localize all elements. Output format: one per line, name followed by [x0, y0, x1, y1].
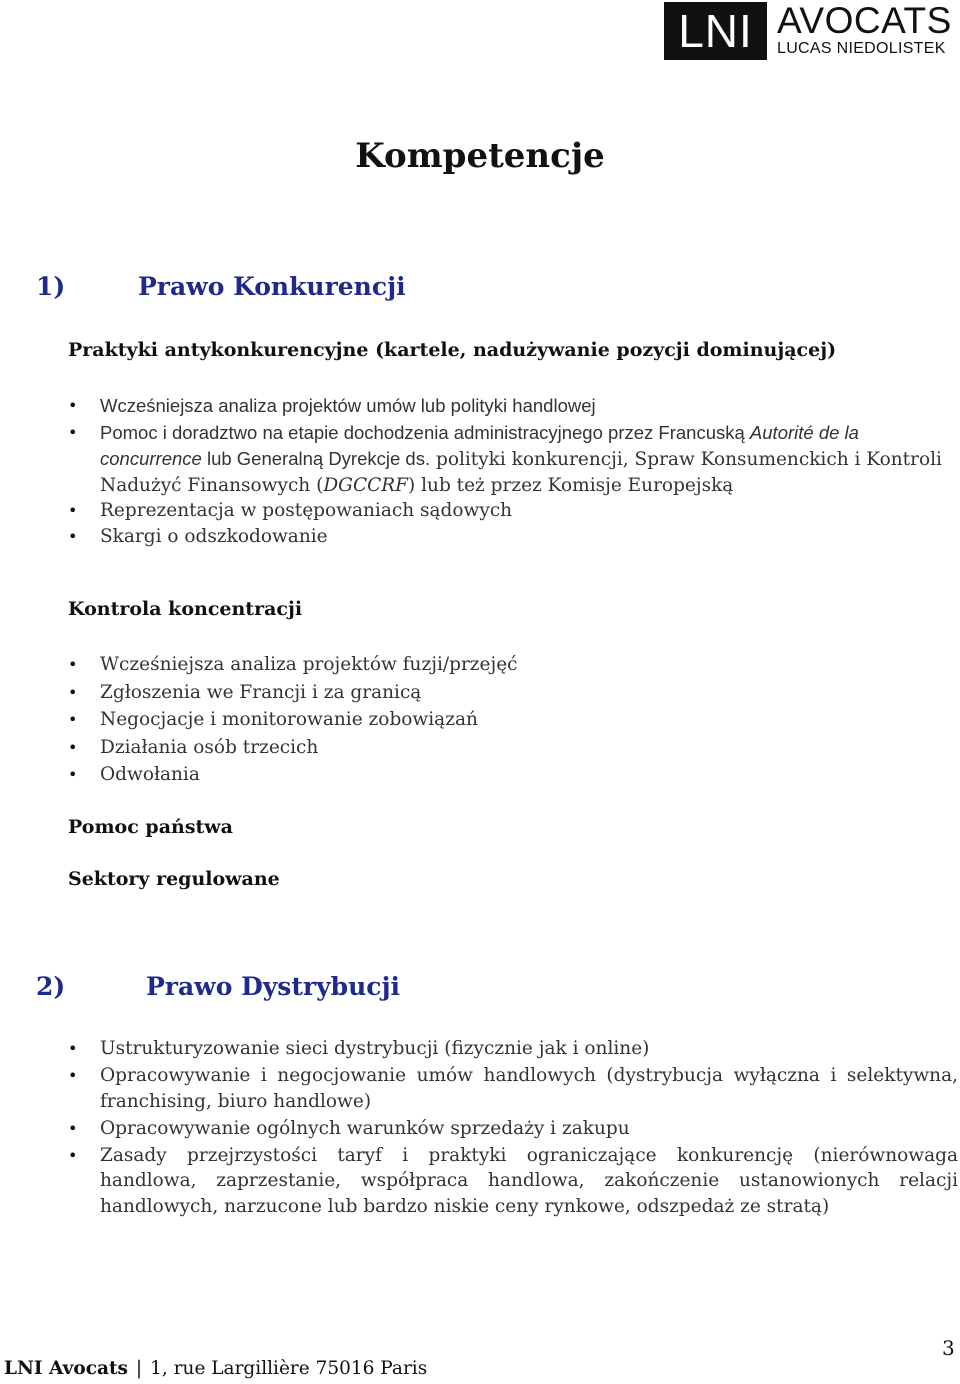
- list-item: • Ustrukturyzowanie sieci dystrybucji (fizycznie jak i online): [68, 1036, 958, 1062]
- page-number: 3: [942, 1336, 955, 1360]
- section-1-heading: [36, 272, 406, 301]
- logo-subtitle: LUCAS NIEDOLISTEK: [777, 40, 946, 57]
- section-2-heading: [36, 972, 400, 1001]
- firm-logo: [664, 2, 952, 60]
- logo-wordmark: [777, 2, 952, 60]
- list-item: • Reprezentacja w postępowaniach sądowych: [68, 498, 958, 524]
- merger-control-list: [68, 651, 958, 789]
- section-2-number: 2): [36, 972, 66, 1001]
- distribution-list: [68, 1036, 958, 1221]
- list-item: • Opracowywanie ogólnych warunków sprzedaży i zakupu: [68, 1116, 958, 1142]
- list-item: • Działania osób trzecich: [68, 734, 958, 762]
- footer: [4, 1358, 427, 1379]
- anticompetitive-list: [68, 393, 958, 549]
- subheading-anticompetitive: Praktyki antykonkurencyjne (kartele, nadużywanie pozycji dominującej): [68, 339, 837, 361]
- footer-separator: |: [135, 1358, 143, 1379]
- subheading-regulated-sectors: Sektory regulowane: [68, 868, 280, 890]
- logo-mark: LNI: [664, 2, 767, 60]
- list-item: • Opracowywanie i negocjowanie umów handlowych (dystrybucja wyłączna i selektywna, franchising, biuro handlowe): [68, 1063, 958, 1114]
- logo-name: AVOCATS: [777, 0, 952, 41]
- footer-firm: LNI Avocats: [4, 1358, 128, 1379]
- list-item: • Wcześniejsza analiza projektów fuzji/przejęć: [68, 651, 958, 679]
- list-item: • Zgłoszenia we Francji i za granicą: [68, 679, 958, 707]
- list-item: • Skargi o odszkodowanie: [68, 524, 958, 550]
- section-2-title: Prawo Dystrybucji: [146, 972, 401, 1001]
- list-item: • Zasady przejrzystości taryf i praktyki ograniczające konkurencję (nierównowaga handlowa, zaprzestanie, współpraca handlowa, zakończenie ustanowionych relacji handlowych, narzucone lub bardzo niskie ceny rynkowe, odszpedaż ze stratą): [68, 1143, 958, 1220]
- list-item: • Wcześniejsza analiza projektów umów lub polityki handlowej: [68, 393, 958, 420]
- subheading-merger-control: Kontrola koncentracji: [68, 598, 303, 620]
- list-item: • Odwołania: [68, 761, 958, 789]
- footer-address: 1, rue Largillière 75016 Paris: [150, 1358, 428, 1379]
- section-1-number: 1): [36, 272, 66, 301]
- list-item: • Pomoc i doradztwo na etapie dochodzenia administracyjnego przez Francuską Autorité de la concurrence lub Generalną Dyrekcje ds. polityki konkurencji, Spraw Konsumenckich i Kontroli Nadużyć Finansowych (DGCCRF) lub też przez Komisje Europejską: [68, 420, 958, 499]
- list-item: • Negocjacje i monitorowanie zobowiązań: [68, 706, 958, 734]
- section-1-title: Prawo Konkurencji: [138, 272, 406, 301]
- page-title: Kompetencje: [355, 136, 605, 176]
- subheading-state-aid: Pomoc państwa: [68, 816, 233, 838]
